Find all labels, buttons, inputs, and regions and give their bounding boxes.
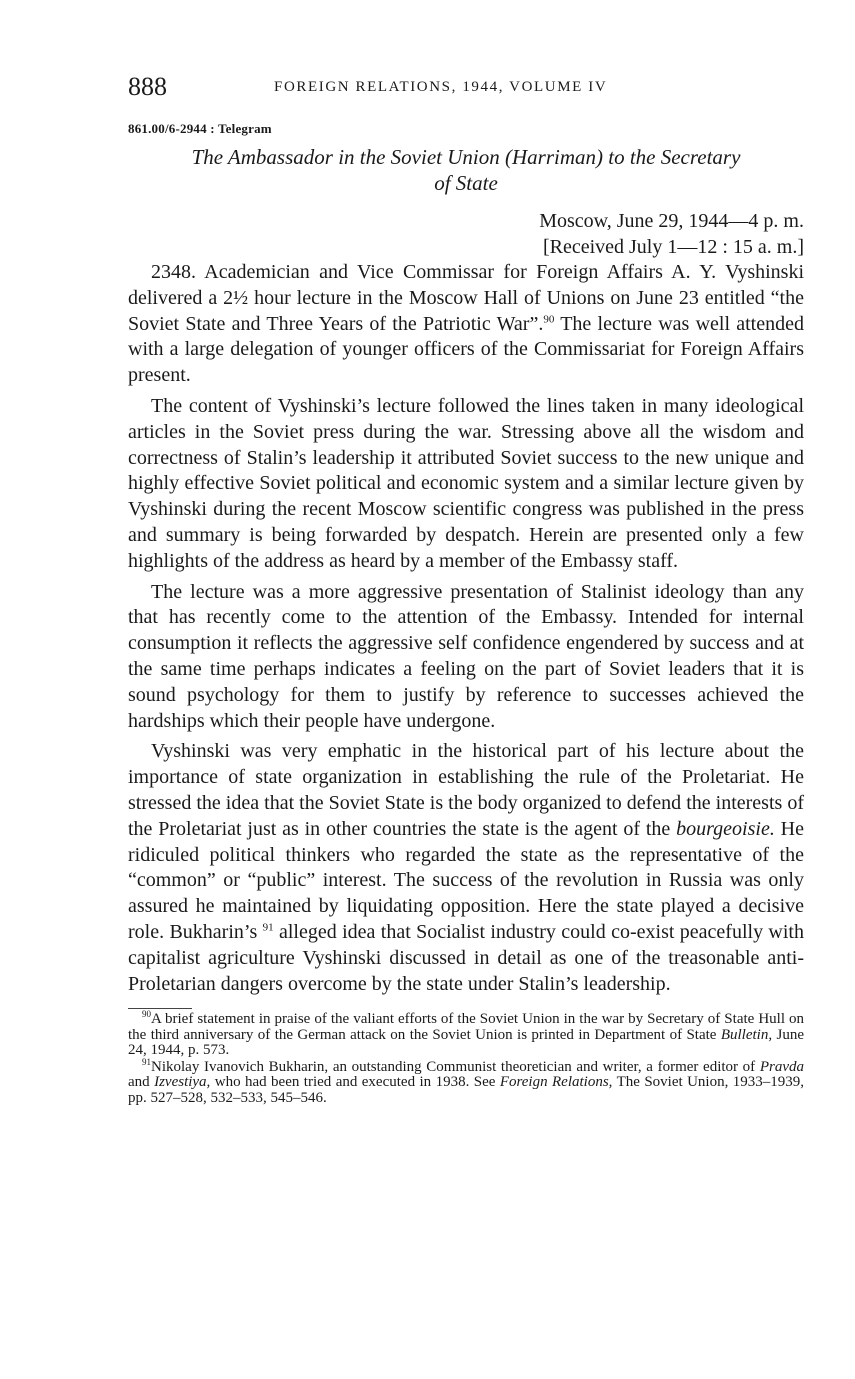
page-header <box>128 70 804 110</box>
fn91-text-c: who had been tried and executed in 1938. See <box>210 1074 500 1091</box>
footnote-90-mark: 90 <box>142 1009 151 1020</box>
p4-text-b: He ridiculed political thinkers who regarded the state as the representative of the “common” or “public” interest. The success of the revolution in Russia was only assured he maintained by liquidating opposition. Here the state played a decisive role. Bukharin’s <box>128 817 804 943</box>
dateline: Moscow, June 29, 1944—4 p. m. <box>539 210 804 232</box>
paragraph-1 <box>128 260 804 389</box>
footnote-91 <box>128 1056 804 1107</box>
fn91-italic-3: Foreign Relations, <box>499 1074 613 1091</box>
running-head: FOREIGN RELATIONS, 1944, VOLUME IV <box>274 79 608 95</box>
fn91-italic-1: Pravda <box>759 1058 804 1075</box>
footnote-91-mark: 91 <box>142 1056 151 1067</box>
paragraph-4 <box>128 739 804 997</box>
fn91-text-d: The Soviet Union, 1933–1939, pp. 527–528, 532–533, 545–546. <box>128 1074 804 1106</box>
paragraph-2: The content of Vyshinski’s lecture followed the lines taken in many ideological articles in the Soviet press during the war. Stressing above all the wisdom and correctness of Stalin’s leadership it attributed Soviet success to the new unique and highly effective Soviet political and economic system and a similar lecture given by Vyshinski during the recent Moscow scientific congress was published in the press and summary is being forwarded by despatch. Herein are presented only a few highlights of the address as heard by a member of the Embassy staff. <box>128 394 804 572</box>
fn90-text-a: A brief statement in praise of the valiant efforts of the Soviet Union in the war by Secretary of State Hull on the third anniversary of the German attack on the Soviet Union is printed in Department of State <box>128 1011 804 1043</box>
footnote-ref-91[interactable]: 91 <box>262 921 274 934</box>
footnotes <box>128 1009 804 1106</box>
received-line: [Received July 1—12 : 15 a. m.] <box>542 236 804 258</box>
telegram-body <box>128 260 804 997</box>
fn90-italic: Bulletin, <box>720 1026 773 1043</box>
fn91-italic-2: Izvestiya, <box>154 1074 211 1091</box>
footnote-ref-90[interactable]: 90 <box>543 312 555 325</box>
fn91-text-a: Nikolay Ivanovich Bukharin, an outstanding Communist theoretician and writer, a former editor of <box>151 1058 760 1075</box>
p4-italic: bourgeoisie. <box>676 817 775 840</box>
page-number: 888 <box>128 72 167 101</box>
p1-text-a: 2348. Academician and Vice Commissar for Foreign Affairs A. Y. Vyshinski delivered a 2½ hour lecture in the Moscow Hall of Unions on June 23 entitled “the Soviet State and Three Years of the Patriotic War”. <box>128 261 804 335</box>
p4-text-c: alleged idea that Socialist industry could co-exist peacefully with capitalist agriculture Vyshinski discussed in detail as one of the treasonable anti-Proletarian dangers overcome by the state under Stalin’s leadership. <box>128 920 804 995</box>
dateline-block <box>128 208 804 260</box>
footnote-divider <box>128 1008 192 1009</box>
p4-text-a: Vyshinski was very emphatic in the historical part of his lecture about the importance of state organization in establishing the rule of the Proletariat. He stressed the idea that the Soviet State is the body organized to defend the interests of the Proletariat just as in other countries the state is the agent of the <box>128 740 804 840</box>
footnote-90 <box>128 1009 804 1059</box>
title-line-1: The Ambassador in the Soviet Union (Harriman) to the Secretary <box>191 145 741 169</box>
p1-text-b: The lecture was well attended with a large delegation of younger officers of the Commissariat for Foreign Affairs present. <box>128 312 804 387</box>
paragraph-3: The lecture was a more aggressive presentation of Stalinist ideology than any that has recently come to the attention of the Embassy. Intended for internal consumption it reflects the aggressive self confidence engendered by success and at the same time perhaps indicates a feeling on the part of Soviet leaders that it is sound psychology for them to justify by reference to successes achieved the hardships which their people have undergone. <box>128 580 804 732</box>
file-reference: 861.00/6-2944 : Telegram <box>128 121 272 136</box>
fn91-text-b: and <box>128 1074 155 1091</box>
document-title <box>128 144 804 196</box>
fn90-text-b: June 24, 1944, p. 573. <box>128 1026 804 1059</box>
title-line-2: of State <box>434 171 498 195</box>
document-page <box>128 70 804 1106</box>
